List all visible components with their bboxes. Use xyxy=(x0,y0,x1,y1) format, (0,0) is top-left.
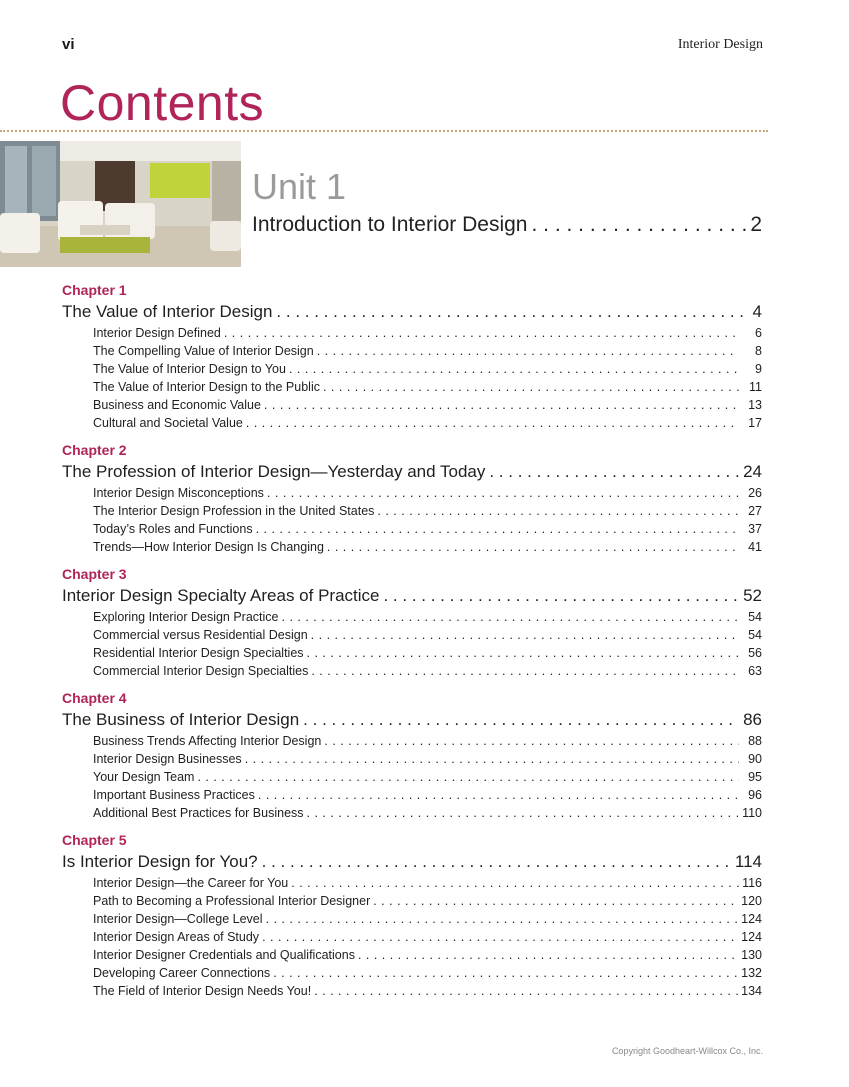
section-page-number: 54 xyxy=(748,610,762,624)
section-title: Interior Designer Credentials and Qualifications xyxy=(93,948,355,962)
section-page-number: 11 xyxy=(749,380,762,394)
section-entry[interactable] xyxy=(62,786,762,804)
section-title: The Interior Design Profession in the United States xyxy=(93,504,375,518)
chapter-title-entry[interactable] xyxy=(62,709,762,731)
chapter-page-number: 4 xyxy=(752,302,762,321)
section-page-number: 9 xyxy=(755,362,762,376)
dot-leader xyxy=(282,608,740,626)
dot-leader xyxy=(262,928,738,946)
chapter-title-entry[interactable] xyxy=(62,301,762,323)
page-number: vi xyxy=(62,36,75,53)
chapter-title-entry[interactable] xyxy=(62,851,762,873)
section-title: Your Design Team xyxy=(93,770,195,784)
section-page-number: 88 xyxy=(748,734,762,748)
section-entry[interactable] xyxy=(62,892,762,910)
dot-leader xyxy=(262,851,731,873)
section-entry[interactable] xyxy=(62,324,762,342)
section-page-number: 27 xyxy=(748,504,762,518)
section-entry[interactable] xyxy=(62,768,762,786)
dot-leader xyxy=(377,502,739,520)
dot-leader xyxy=(276,301,748,323)
section-page-number: 124 xyxy=(741,930,762,944)
section-page-number: 96 xyxy=(748,788,762,802)
section-title: Business Trends Affecting Interior Design xyxy=(93,734,322,748)
unit-title-entry[interactable] xyxy=(252,213,762,237)
section-page-number: 120 xyxy=(741,894,762,908)
section-title: Path to Becoming a Professional Interior Designer xyxy=(93,894,371,908)
section-page-number: 41 xyxy=(748,540,762,554)
section-entry[interactable] xyxy=(62,964,762,982)
dot-leader xyxy=(245,750,739,768)
dot-leader xyxy=(224,324,739,342)
dot-leader xyxy=(273,964,738,982)
chapter-title-entry[interactable] xyxy=(62,585,762,607)
section-page-number: 132 xyxy=(741,966,762,980)
section-page-number: 124 xyxy=(741,912,762,926)
section-entry[interactable] xyxy=(62,750,762,768)
dot-leader xyxy=(303,709,739,731)
section-entry[interactable] xyxy=(62,414,762,432)
running-head: Interior Design xyxy=(677,37,763,52)
unit-label: Unit 1 xyxy=(252,166,347,207)
section-title: Cultural and Societal Value xyxy=(93,416,243,430)
dot-leader xyxy=(291,874,739,892)
chapter-title-entry[interactable] xyxy=(62,461,762,483)
dot-leader xyxy=(383,585,739,607)
chapter-1 xyxy=(62,282,762,432)
section-title: The Value of Interior Design to You xyxy=(93,362,286,376)
section-entry[interactable] xyxy=(62,982,762,1000)
unit-page-number: 2 xyxy=(750,213,762,236)
dot-leader xyxy=(317,342,739,360)
section-entry[interactable] xyxy=(62,910,762,928)
section-entry[interactable] xyxy=(62,502,762,520)
dot-leader xyxy=(246,414,739,432)
section-entry[interactable] xyxy=(62,662,762,680)
section-title: Exploring Interior Design Practice xyxy=(93,610,279,624)
section-entry[interactable] xyxy=(62,874,762,892)
section-entry[interactable] xyxy=(62,520,762,538)
chapter-2 xyxy=(62,442,762,556)
chapter-title: The Business of Interior Design xyxy=(62,710,300,729)
chapter-title: Interior Design Specialty Areas of Practice xyxy=(62,586,380,605)
dot-leader xyxy=(314,982,738,1000)
chapter-page-number: 86 xyxy=(743,710,762,729)
section-entry[interactable] xyxy=(62,804,762,822)
section-entry[interactable] xyxy=(62,484,762,502)
section-title: Trends—How Interior Design Is Changing xyxy=(93,540,324,554)
section-page-number: 134 xyxy=(741,984,762,998)
copyright-notice: Copyright Goodheart-Willcox Co., Inc. xyxy=(611,1046,763,1056)
chapter-4 xyxy=(62,690,762,822)
section-page-number: 6 xyxy=(755,326,762,340)
chapter-label: Chapter 1 xyxy=(62,282,127,298)
dot-leader xyxy=(373,892,738,910)
section-title: Interior Design Defined xyxy=(93,326,221,340)
section-title: Business and Economic Value xyxy=(93,398,261,412)
chapter-3 xyxy=(62,566,762,680)
dot-leader xyxy=(311,626,739,644)
page-title: Contents xyxy=(60,75,265,131)
dot-leader xyxy=(311,662,739,680)
section-title: Developing Career Connections xyxy=(93,966,271,980)
dot-leader xyxy=(307,804,739,822)
section-page-number: 90 xyxy=(748,752,762,766)
chapter-title: Is Interior Design for You? xyxy=(62,852,258,871)
section-title: Important Business Practices xyxy=(93,788,255,802)
section-entry[interactable] xyxy=(62,608,762,626)
chapter-label: Chapter 2 xyxy=(62,442,127,458)
dot-leader xyxy=(323,378,739,396)
section-page-number: 54 xyxy=(748,628,762,642)
section-title: Residential Interior Design Specialties xyxy=(93,646,304,660)
dot-leader xyxy=(258,786,739,804)
section-title: Interior Design Businesses xyxy=(93,752,242,766)
section-title: Interior Design—the Career for You xyxy=(93,876,289,890)
section-title: Interior Design Misconceptions xyxy=(93,486,264,500)
interior-photo xyxy=(0,141,241,267)
section-title: Additional Best Practices for Business xyxy=(93,806,304,820)
section-entry[interactable] xyxy=(62,538,762,556)
section-page-number: 63 xyxy=(748,664,762,678)
section-title: Commercial versus Residential Design xyxy=(93,628,308,642)
section-entry[interactable] xyxy=(62,360,762,378)
dot-leader xyxy=(531,213,746,237)
dot-leader xyxy=(327,538,739,556)
section-entry[interactable] xyxy=(62,732,762,750)
section-page-number: 95 xyxy=(748,770,762,784)
section-entry[interactable] xyxy=(62,342,762,360)
section-page-number: 110 xyxy=(742,806,762,820)
section-page-number: 116 xyxy=(742,876,762,890)
section-entry[interactable] xyxy=(62,946,762,964)
unit-title: Introduction to Interior Design xyxy=(252,213,528,236)
dot-leader xyxy=(266,910,739,928)
chapter-label: Chapter 3 xyxy=(62,566,127,582)
section-entry[interactable] xyxy=(62,378,762,396)
table-of-contents xyxy=(62,282,762,1010)
dotted-divider xyxy=(0,130,768,132)
dot-leader xyxy=(307,644,739,662)
chapter-title: The Profession of Interior Design—Yesterday and Today xyxy=(62,462,486,481)
section-page-number: 56 xyxy=(748,646,762,660)
section-page-number: 130 xyxy=(741,948,762,962)
chapter-page-number: 52 xyxy=(743,586,762,605)
section-entry[interactable] xyxy=(62,644,762,662)
section-entry[interactable] xyxy=(62,928,762,946)
dot-leader xyxy=(256,520,739,538)
chapter-page-number: 24 xyxy=(743,462,762,481)
dot-leader xyxy=(289,360,739,378)
dot-leader xyxy=(489,461,739,483)
section-title: Interior Design Areas of Study xyxy=(93,930,260,944)
section-title: The Compelling Value of Interior Design xyxy=(93,344,314,358)
section-page-number: 26 xyxy=(748,486,762,500)
chapter-5 xyxy=(62,832,762,1000)
dot-leader xyxy=(264,396,739,414)
dot-leader xyxy=(358,946,738,964)
dot-leader xyxy=(324,732,739,750)
section-title: Commercial Interior Design Specialties xyxy=(93,664,309,678)
section-page-number: 37 xyxy=(748,522,762,536)
chapter-page-number: 114 xyxy=(734,852,762,871)
section-page-number: 17 xyxy=(748,416,762,430)
section-entry[interactable] xyxy=(62,626,762,644)
section-entry[interactable] xyxy=(62,396,762,414)
section-page-number: 8 xyxy=(755,344,762,358)
dot-leader xyxy=(267,484,739,502)
section-title: Interior Design—College Level xyxy=(93,912,263,926)
section-title: The Value of Interior Design to the Public xyxy=(93,380,320,394)
chapter-label: Chapter 4 xyxy=(62,690,127,706)
section-page-number: 13 xyxy=(748,398,762,412)
section-title: The Field of Interior Design Needs You! xyxy=(93,984,312,998)
section-title: Today’s Roles and Functions xyxy=(93,522,253,536)
chapter-title: The Value of Interior Design xyxy=(62,302,273,321)
chapter-label: Chapter 5 xyxy=(62,832,127,848)
dot-leader xyxy=(197,768,739,786)
